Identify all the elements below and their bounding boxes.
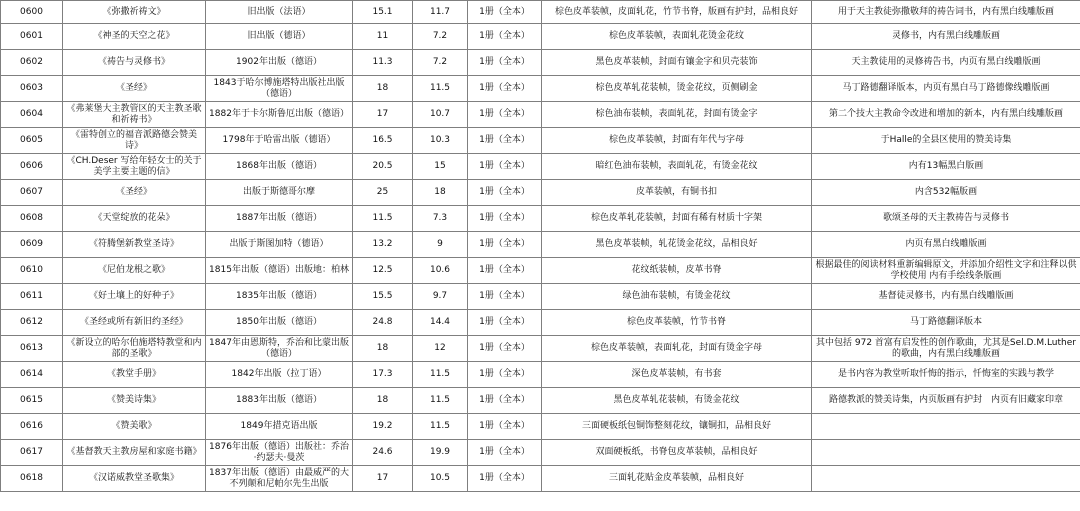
cell-id[interactable]: 0606 — [1, 154, 63, 180]
cell-id[interactable]: 0602 — [1, 50, 63, 76]
cell-width[interactable]: 18 — [413, 180, 468, 206]
cell-edition[interactable]: 1883年出版（德语） — [206, 388, 353, 414]
cell-edition[interactable]: 1835年出版（德语） — [206, 284, 353, 310]
cell-width[interactable]: 12 — [413, 336, 468, 362]
cell-notes[interactable]: 天主教徒用的灵修祷告书，内页有黑白线雕版画 — [812, 50, 1080, 76]
cell-title[interactable]: 《神圣的天空之花》 — [63, 24, 206, 50]
cell-edition[interactable]: 1847年由恩斯特，乔治和比蒙出版（德语） — [206, 336, 353, 362]
cell-notes[interactable] — [812, 440, 1080, 466]
cell-width[interactable]: 14.4 — [413, 310, 468, 336]
table-row — [1, 76, 1080, 102]
cell-notes[interactable]: 其中包括 972 首富有启发性的创作歌曲，尤其是Sel.D.M.Luther 的歌曲，内有黑白线雕版画 — [812, 336, 1080, 362]
cell-binding[interactable]: 黑色皮革装帧，封面有镶金字和贝壳装饰 — [542, 50, 812, 76]
cell-volume[interactable]: 1册（全本） — [468, 440, 542, 466]
cell-notes[interactable]: 内有13幅黑白版画 — [812, 154, 1080, 180]
cell-title[interactable]: 《弗莱堡大主教管区的天主教圣歌和祈祷书》 — [63, 102, 206, 128]
cell-width[interactable]: 11.5 — [413, 362, 468, 388]
cell-edition[interactable]: 1837年出版（德语）由最威严的大不列颠和尼帕尔先生出版 — [206, 466, 353, 492]
cell-height[interactable]: 17 — [353, 466, 413, 492]
cell-binding[interactable]: 棕色皮革轧花装帧，封面有稀有材质十字架 — [542, 206, 812, 232]
cell-volume[interactable]: 1册（全本） — [468, 154, 542, 180]
cell-title[interactable]: 《赞美歌》 — [63, 414, 206, 440]
cell-id[interactable]: 0613 — [1, 336, 63, 362]
cell-title[interactable]: 《天堂绽放的花朵》 — [63, 206, 206, 232]
cell-notes[interactable]: 是书内容为教堂听取忏悔的指示，忏悔室的实践与教学 — [812, 362, 1080, 388]
cell-height[interactable]: 15.1 — [353, 1, 413, 24]
cell-edition[interactable]: 出版于斯德哥尔摩 — [206, 180, 353, 206]
cell-notes[interactable]: 马丁路德翻译版本 — [812, 310, 1080, 336]
cell-notes[interactable]: 内含532幅版画 — [812, 180, 1080, 206]
cell-binding[interactable]: 三面轧花贴金皮革装帧，品相良好 — [542, 466, 812, 492]
cell-height[interactable]: 11.3 — [353, 50, 413, 76]
cell-binding[interactable]: 黑色皮革轧花装帧，有烫金花纹 — [542, 388, 812, 414]
cell-id[interactable]: 0607 — [1, 180, 63, 206]
cell-height[interactable]: 25 — [353, 180, 413, 206]
cell-volume[interactable]: 1册（全本） — [468, 466, 542, 492]
cell-volume[interactable]: 1册（全本） — [468, 336, 542, 362]
table-row — [1, 154, 1080, 180]
table-row — [1, 180, 1080, 206]
cell-edition[interactable]: 1902年出版（德语） — [206, 50, 353, 76]
cell-edition[interactable]: 1815年出版（德语）出版地：柏林 — [206, 258, 353, 284]
cell-notes[interactable]: 根据最佳的阅读材料重新编辑原文，并添加介绍性文字和注释以供学校使用 内有手绘线条版画 — [812, 258, 1080, 284]
cell-id[interactable]: 0616 — [1, 414, 63, 440]
cell-width[interactable]: 9.7 — [413, 284, 468, 310]
cell-height[interactable]: 18 — [353, 76, 413, 102]
cell-binding[interactable]: 黑色皮革装帧，轧花烫金花纹，品相良好 — [542, 232, 812, 258]
table-row — [1, 128, 1080, 154]
cell-volume[interactable]: 1册（全本） — [468, 1, 542, 24]
cell-edition[interactable]: 1842年出版（拉丁语） — [206, 362, 353, 388]
cell-title[interactable]: 《教堂手册》 — [63, 362, 206, 388]
cell-height[interactable]: 11 — [353, 24, 413, 50]
cell-notes[interactable]: 用于天主教徒弥撒敬拜的祷告词书，内有黑白线雕版画 — [812, 1, 1080, 24]
cell-edition[interactable]: 旧出版（法语） — [206, 1, 353, 24]
cell-edition[interactable]: 1850年出版（德语） — [206, 310, 353, 336]
cell-notes[interactable]: 路德教派的赞美诗集，内页版画有护封 内页有旧藏家印章 — [812, 388, 1080, 414]
cell-binding[interactable]: 深色皮革装帧，有书套 — [542, 362, 812, 388]
cell-width[interactable]: 9 — [413, 232, 468, 258]
table-row — [1, 414, 1080, 440]
cell-binding[interactable]: 棕色皮革轧花装帧，烫金花纹，页侧刷金 — [542, 76, 812, 102]
cell-notes[interactable]: 马丁路德翻译版本，内页有黑白马丁路德像线雕版画 — [812, 76, 1080, 102]
cell-width[interactable]: 7.2 — [413, 50, 468, 76]
cell-id[interactable]: 0617 — [1, 440, 63, 466]
cell-title[interactable]: 《CH.Deser 写给年轻女士的关于美学主要主题的信》 — [63, 154, 206, 180]
cell-binding[interactable]: 棕色皮革装帧，竹节书脊 — [542, 310, 812, 336]
cell-id[interactable]: 0603 — [1, 76, 63, 102]
cell-height[interactable]: 24.6 — [353, 440, 413, 466]
cell-edition[interactable]: 1798年于哈雷出版（德语） — [206, 128, 353, 154]
cell-height[interactable]: 16.5 — [353, 128, 413, 154]
cell-id[interactable]: 0605 — [1, 128, 63, 154]
cell-binding[interactable]: 绿色油布装帧，有烫金花纹 — [542, 284, 812, 310]
cell-edition[interactable]: 1868年出版（德语） — [206, 154, 353, 180]
cell-volume[interactable]: 1册（全本） — [468, 362, 542, 388]
cell-title[interactable]: 《赞美诗集》 — [63, 388, 206, 414]
cell-width[interactable]: 10.7 — [413, 102, 468, 128]
cell-title[interactable]: 《好土壤上的好种子》 — [63, 284, 206, 310]
cell-title[interactable]: 《圣经或所有新旧约圣经》 — [63, 310, 206, 336]
cell-width[interactable]: 7.3 — [413, 206, 468, 232]
cell-edition[interactable]: 出版于斯图加特（德语） — [206, 232, 353, 258]
cell-id[interactable]: 0600 — [1, 1, 63, 24]
table-row — [1, 24, 1080, 50]
cell-id[interactable]: 0612 — [1, 310, 63, 336]
cell-notes[interactable]: 内页有黑白线雕版画 — [812, 232, 1080, 258]
cell-edition[interactable]: 1849年措克语出版 — [206, 414, 353, 440]
cell-title[interactable]: 《祷告与灵修书》 — [63, 50, 206, 76]
cell-binding[interactable]: 棕色皮革装帧，封面有年代与字母 — [542, 128, 812, 154]
table-row — [1, 388, 1080, 414]
cell-notes[interactable]: 于Halle的全县区使用的赞美诗集 — [812, 128, 1080, 154]
table-row — [1, 50, 1080, 76]
table-row — [1, 1, 1080, 24]
table-row — [1, 440, 1080, 466]
cell-notes[interactable]: 灵修书，内有黑白线雕版画 — [812, 24, 1080, 50]
cell-id[interactable]: 0608 — [1, 206, 63, 232]
cell-width[interactable]: 11.7 — [413, 1, 468, 24]
table-row — [1, 232, 1080, 258]
cell-height[interactable]: 18 — [353, 388, 413, 414]
cell-edition[interactable]: 旧出版（德语） — [206, 24, 353, 50]
cell-width[interactable]: 10.6 — [413, 258, 468, 284]
cell-id[interactable]: 0610 — [1, 258, 63, 284]
cell-id[interactable]: 0609 — [1, 232, 63, 258]
table-row — [1, 310, 1080, 336]
cell-title[interactable]: 《圣经》 — [63, 180, 206, 206]
cell-volume[interactable]: 1册（全本） — [468, 284, 542, 310]
cell-volume[interactable]: 1册（全本） — [468, 50, 542, 76]
cell-width[interactable]: 11.5 — [413, 76, 468, 102]
cell-edition[interactable]: 1876年出版（德语）出版社：乔治·约瑟夫·曼茨 — [206, 440, 353, 466]
cell-height[interactable]: 11.5 — [353, 206, 413, 232]
cell-width[interactable]: 15 — [413, 154, 468, 180]
cell-volume[interactable]: 1册（全本） — [468, 232, 542, 258]
cell-binding[interactable]: 棕色油布装帧，表面轧花，封面有烫金字 — [542, 102, 812, 128]
cell-title[interactable]: 《基督教天主教房屋和家庭书籍》 — [63, 440, 206, 466]
cell-volume[interactable]: 1册（全本） — [468, 76, 542, 102]
cell-id[interactable]: 0618 — [1, 466, 63, 492]
cell-height[interactable]: 20.5 — [353, 154, 413, 180]
cell-title[interactable]: 《雷特创立的福音派路德会赞美诗》 — [63, 128, 206, 154]
cell-volume[interactable]: 1册（全本） — [468, 388, 542, 414]
cell-binding[interactable]: 花纹纸装帧，皮革书脊 — [542, 258, 812, 284]
table-row — [1, 258, 1080, 284]
cell-binding[interactable]: 棕色皮革装帧，表面轧花烫金花纹 — [542, 24, 812, 50]
cell-volume[interactable]: 1册（全本） — [468, 180, 542, 206]
table-row — [1, 362, 1080, 388]
cell-volume[interactable]: 1册（全本） — [468, 102, 542, 128]
cell-width[interactable]: 11.5 — [413, 388, 468, 414]
cell-title[interactable]: 《新设立的哈尔伯施塔特教堂和内部的圣歌》 — [63, 336, 206, 362]
cell-binding[interactable]: 暗红色油布装帧，表面轧花，有烫金花纹 — [542, 154, 812, 180]
cell-height[interactable]: 12.5 — [353, 258, 413, 284]
cell-volume[interactable]: 1册（全本） — [468, 414, 542, 440]
cell-notes[interactable] — [812, 466, 1080, 492]
cell-id[interactable]: 0611 — [1, 284, 63, 310]
cell-title[interactable]: 《圣经》 — [63, 76, 206, 102]
cell-height[interactable]: 15.5 — [353, 284, 413, 310]
cell-width[interactable]: 11.5 — [413, 414, 468, 440]
cell-id[interactable]: 0604 — [1, 102, 63, 128]
cell-notes[interactable]: 第二个技大主教命令改进和增加的新本，内有黑白线雕版画 — [812, 102, 1080, 128]
cell-volume[interactable]: 1册（全本） — [468, 206, 542, 232]
cell-binding[interactable]: 棕色皮革装帧，皮面轧花，竹节书脊，版画有护封，品相良好 — [542, 1, 812, 24]
cell-title[interactable]: 《符腾堡新教堂圣诗》 — [63, 232, 206, 258]
cell-width[interactable]: 10.3 — [413, 128, 468, 154]
table-row — [1, 336, 1080, 362]
cell-volume[interactable]: 1册（全本） — [468, 128, 542, 154]
table-row — [1, 102, 1080, 128]
cell-title[interactable]: 《汉诺威教堂圣歌集》 — [63, 466, 206, 492]
cell-title[interactable]: 《尼伯龙根之歌》 — [63, 258, 206, 284]
cell-height[interactable]: 13.2 — [353, 232, 413, 258]
cell-edition[interactable]: 1843于哈尔博施塔特出版社出版（德语） — [206, 76, 353, 102]
cell-height[interactable]: 24.8 — [353, 310, 413, 336]
cell-notes[interactable]: 基督徒灵修书，内有黑白线雕版画 — [812, 284, 1080, 310]
cell-height[interactable]: 19.2 — [353, 414, 413, 440]
cell-edition[interactable]: 1882年于卡尔斯鲁厄出版（德语） — [206, 102, 353, 128]
table-row — [1, 284, 1080, 310]
cell-id[interactable]: 0601 — [1, 24, 63, 50]
cell-title[interactable]: 《弥撒祈祷文》 — [63, 1, 206, 24]
cell-binding[interactable]: 双面硬板纸，书脊包皮革装帧，品相良好 — [542, 440, 812, 466]
cell-id[interactable]: 0614 — [1, 362, 63, 388]
cell-volume[interactable]: 1册（全本） — [468, 310, 542, 336]
cell-width[interactable]: 10.5 — [413, 466, 468, 492]
cell-height[interactable]: 18 — [353, 336, 413, 362]
cell-volume[interactable]: 1册（全本） — [468, 258, 542, 284]
cell-notes[interactable]: 歌颂圣母的天主教祷告与灵修书 — [812, 206, 1080, 232]
cell-edition[interactable]: 1887年出版（德语） — [206, 206, 353, 232]
cell-volume[interactable]: 1册（全本） — [468, 24, 542, 50]
cell-binding[interactable]: 皮革装帧，有铜书扣 — [542, 180, 812, 206]
cell-width[interactable]: 7.2 — [413, 24, 468, 50]
cell-notes[interactable] — [812, 414, 1080, 440]
cell-id[interactable]: 0615 — [1, 388, 63, 414]
cell-width[interactable]: 19.9 — [413, 440, 468, 466]
cell-height[interactable]: 17 — [353, 102, 413, 128]
cell-height[interactable]: 17.3 — [353, 362, 413, 388]
catalog-table-body — [1, 1, 1080, 492]
table-row — [1, 466, 1080, 492]
table-row — [1, 206, 1080, 232]
cell-binding[interactable]: 棕色皮革装帧，表面轧花，封面有烫金字母 — [542, 336, 812, 362]
cell-binding[interactable]: 三面硬板纸包铜饰整刻花纹，镶铜扣，品相良好 — [542, 414, 812, 440]
